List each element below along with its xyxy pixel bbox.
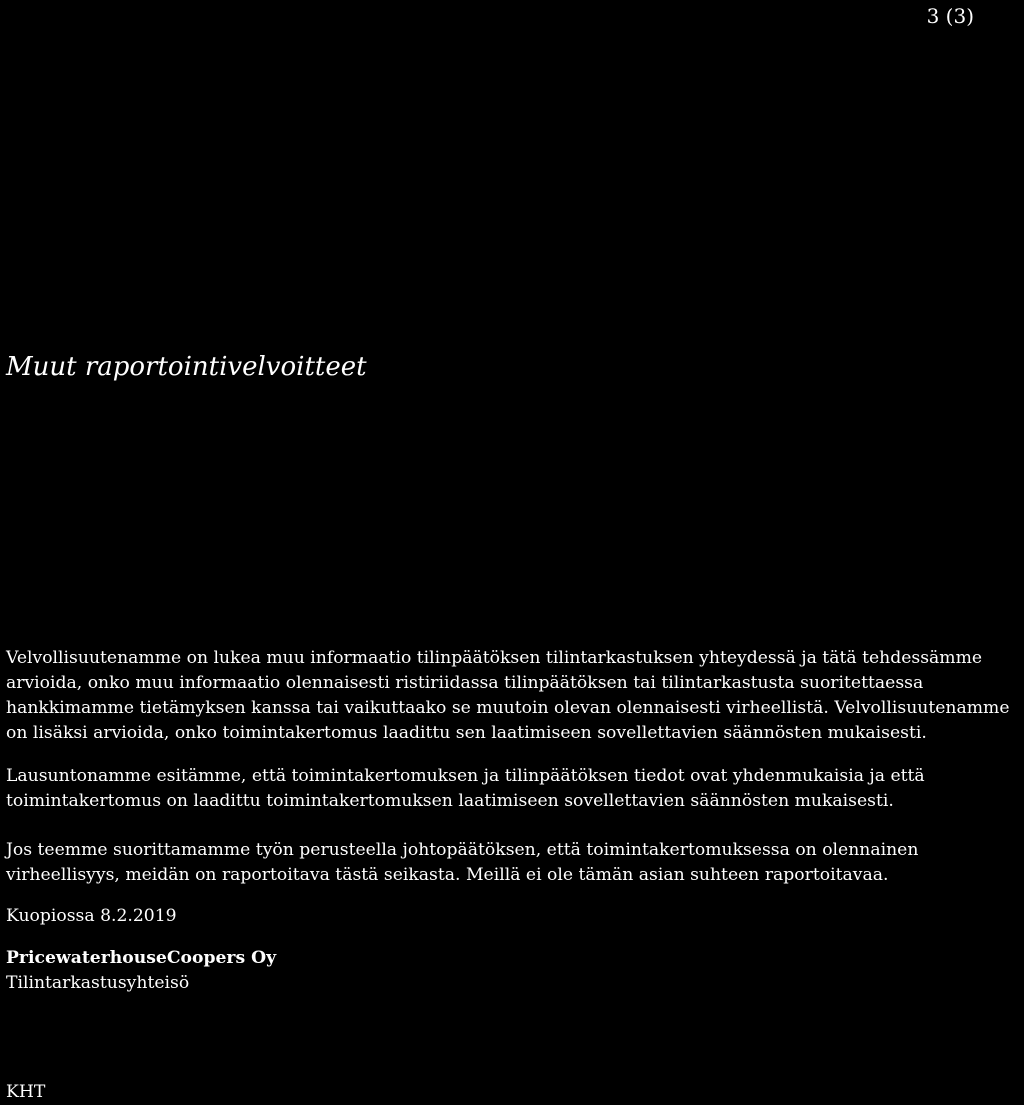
auditor-title: KHT — [6, 1082, 46, 1102]
firm-type: Tilintarkastusyhteisö — [6, 973, 190, 993]
section-heading: Muut raportointivelvoitteet — [6, 352, 367, 382]
paragraph-reporting-duty: Velvollisuutenamme on lukea muu informaatio tilinpäätöksen tilintarkastuksen yhteydessä ja tätä tehdessämme arvioida, onko muu informaatio olennaisesti ristiriidassa tilinpäätöksen tai tilintarkastusta suoritettaessa hankkimamme tietämyksen kanssa tai vaikuttaako se muutoin olevan olennaisesti virheellistä. Velvollisuutenamme on lisäksi arvioida, onko toimintakertomus laadittu sen laatimiseen sovellettavien säännösten mukaisesti. — [6, 648, 1010, 743]
page-number: 3 (3) — [926, 4, 974, 28]
paragraph-conclusion: Jos teemme suorittamamme työn perusteella johtopäätöksen, että toimintakertomuksessa on olennainen virheellisyys, meidän on raportoitava tästä seikasta. Meillä ei ole tämän asian suhteen raportoitavaa. — [6, 840, 919, 885]
place-date: Kuopiossa 8.2.2019 — [6, 906, 177, 926]
firm-name: PricewaterhouseCoopers Oy — [6, 948, 277, 968]
paragraph-statement: Lausuntonamme esitämme, että toimintakertomuksen ja tilinpäätöksen tiedot ovat yhdenmukaisia ja että toimintakertomus on laadittu toimintakertomuksen laatimiseen sovellettavien säännösten mukaisesti. — [6, 766, 925, 811]
